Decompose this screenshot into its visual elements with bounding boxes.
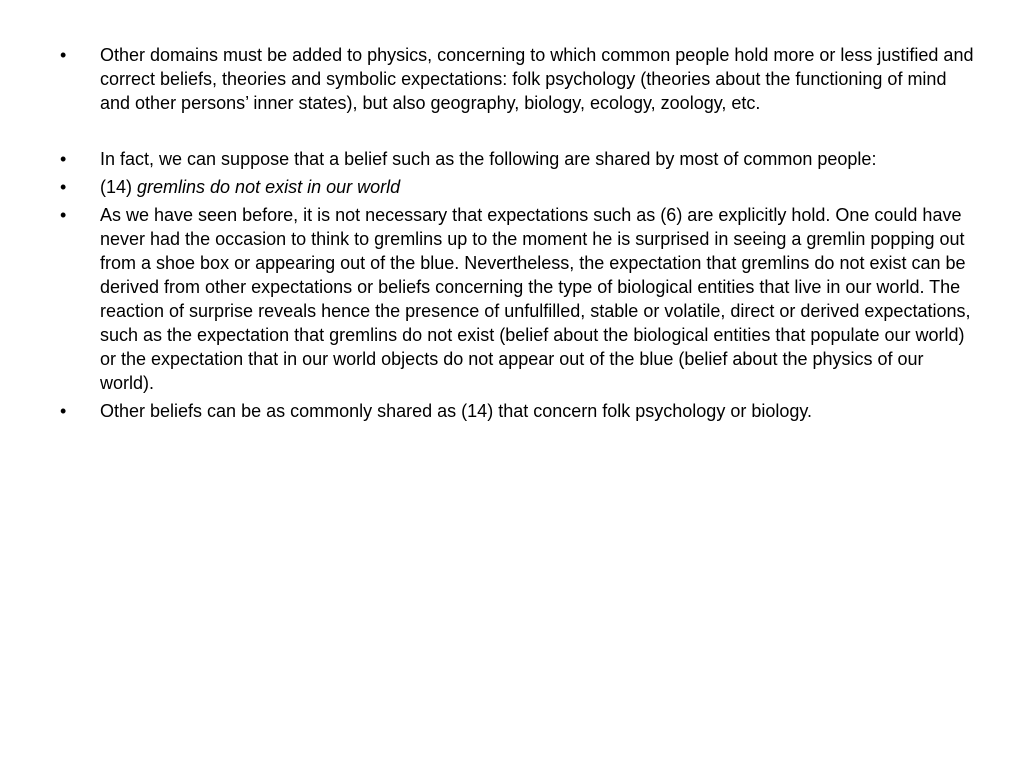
bullet-marker: • xyxy=(60,401,67,421)
bullet-list xyxy=(60,43,980,427)
bullet-text: Other beliefs can be as commonly shared as (14) that concern folk psychology or biology. xyxy=(100,401,813,421)
example-statement: gremlins do not exist in our world xyxy=(137,177,401,197)
bullet-marker: • xyxy=(60,205,67,225)
bullet-item-example-14 xyxy=(60,175,980,199)
bullet-item-in-fact xyxy=(60,147,980,171)
bullet-text: Other domains must be added to physics, concerning to which common people hold more or less justified and correct beliefs, theories and symbolic expectations: folk psychology (theories about the functioning of mind and other persons’ inner states), but also geography, biology, ecology, zoology, etc. xyxy=(100,45,974,113)
bullet-item-other-beliefs xyxy=(60,399,980,423)
bullet-text: In fact, we can suppose that a belief such as the following are shared by most of common people: xyxy=(100,149,877,169)
bullet-marker: • xyxy=(60,45,67,65)
example-number: (14) xyxy=(100,177,138,197)
bullet-item-as-we-have-seen xyxy=(60,203,980,395)
bullet-marker: • xyxy=(60,177,67,197)
bullet-item-other-domains xyxy=(60,43,980,115)
bullet-text: As we have seen before, it is not necessary that expectations such as (6) are explicitly hold. One could have never had the occasion to think to gremlins up to the moment he is surprised in seeing a gremlin popping out from a shoe box or appearing out of the blue. Nevertheless, the expectation that gremlins do not exist can be derived from other expectations or beliefs concerning the type of biological entities that live in our world. The reaction of surprise reveals hence the presence of unfulfilled, stable or volatile, direct or derived expectations, such as the expectation that gremlins do not exist (belief about the biological entities that populate our world) or the expectation that in our world objects do not appear out of the blue (belief about the physics of our world). xyxy=(100,205,971,393)
bullet-marker: • xyxy=(60,149,67,169)
